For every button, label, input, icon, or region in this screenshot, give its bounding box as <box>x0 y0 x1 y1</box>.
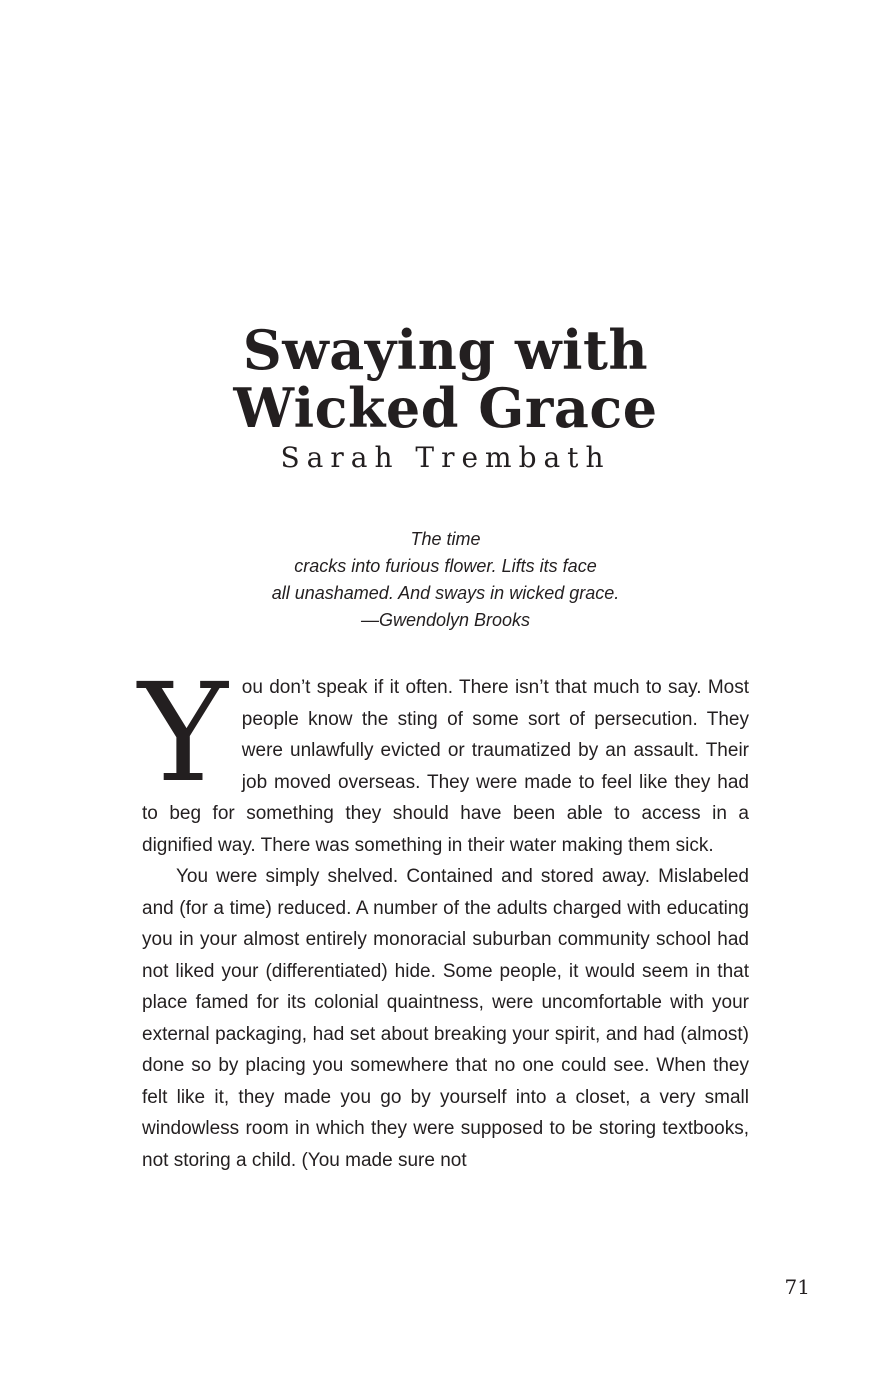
drop-cap: Y <box>138 655 228 813</box>
epigraph-line: cracks into furious flower. Lifts its face <box>294 556 597 576</box>
epigraph <box>0 526 891 634</box>
page-number: 71 <box>784 1275 810 1299</box>
paragraph-1 <box>138 655 749 861</box>
paragraph-1-text: ou don’t speak if it often. There isn’t that much to say. Most people know the sting of some sort of persecution. They were unlawfully evicted or traumatized by an assault. Their job moved overseas. They were made to feel like they had to beg for something they should have been able to access in a dignified way. There was something in their water making them sick. <box>142 677 749 856</box>
epigraph-line: The time <box>410 529 481 549</box>
paragraph-2: You were simply shelved. Contained and stored away. Mislabeled and (for a time) reduced. A number of the adults charged with educating you in your almost entirely monoracial suburban community school had not liked your (differentiated) hide. Some people, it would seem in that place famed for its colonial quaintness, were uncomfortable with your external packaging, had set about breaking your spirit, and had (almost) done so by placing you somewhere that no one could see. When they felt like it, they made you go by yourself into a closet, a very small windowless room in which they were supposed to be storing textbooks, not storing a child. (You made sure not <box>142 866 749 1171</box>
author-name: Sarah Trembath <box>280 441 611 474</box>
epigraph-attribution: —Gwendolyn Brooks <box>360 610 531 630</box>
title-line-1: Swaying with <box>242 318 649 382</box>
epigraph-line: all unashamed. And sways in wicked grace. <box>271 583 620 603</box>
body-text <box>138 655 749 1213</box>
title-line-2: Wicked Grace <box>233 376 658 440</box>
